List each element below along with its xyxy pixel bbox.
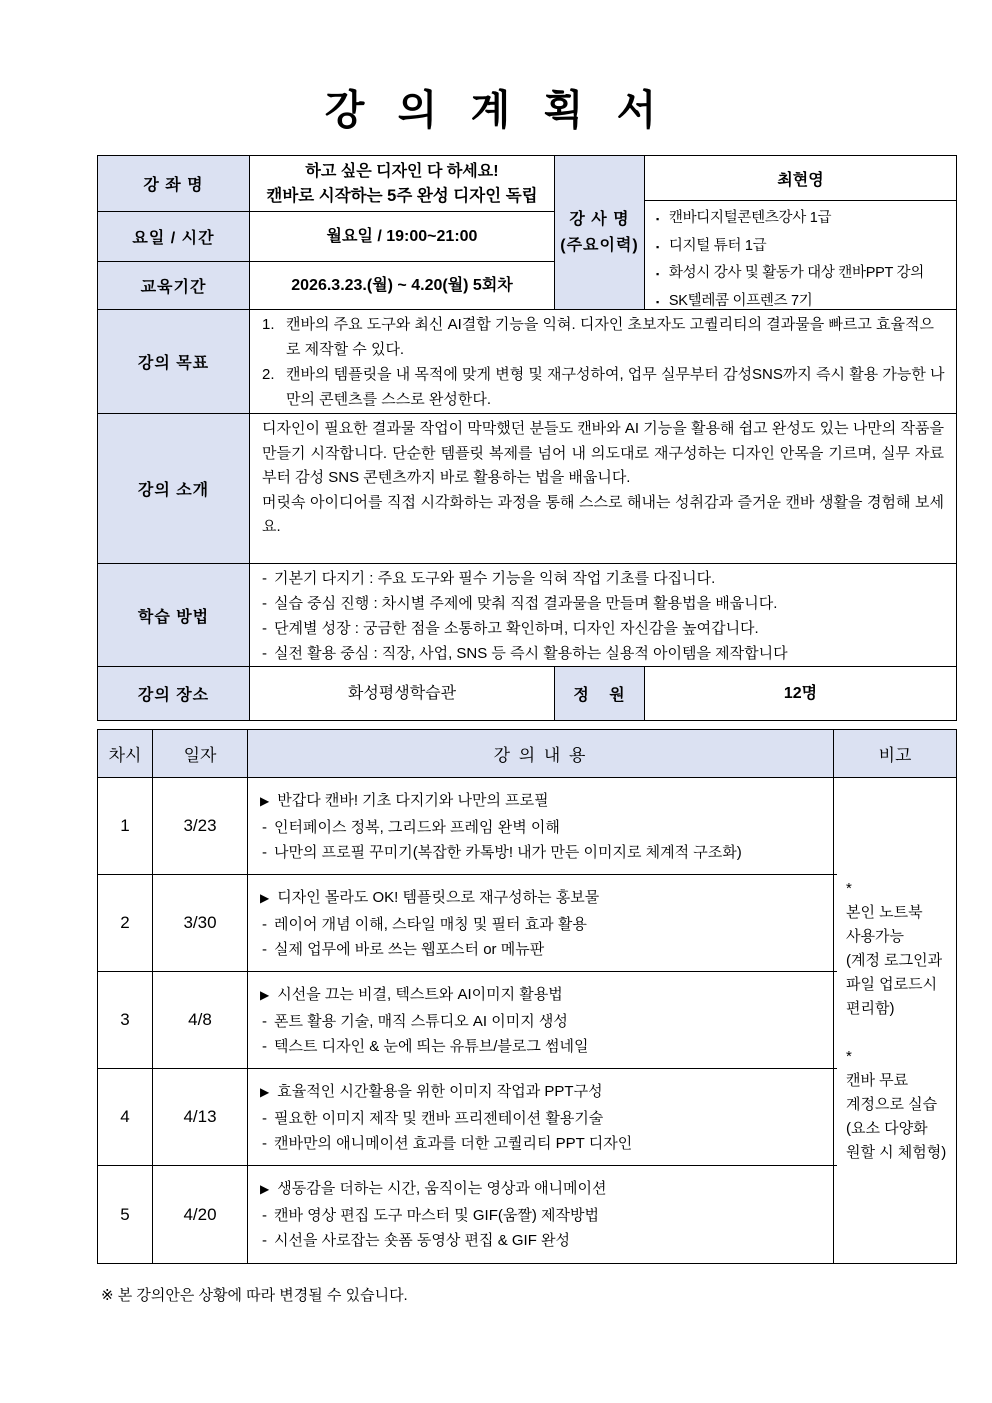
session-item-text: 실제 업무에 바로 쓰는 웹포스터 or 메뉴판 [274, 941, 545, 958]
schedule-body [98, 778, 956, 1263]
square-bullet-icon: ▪ [656, 296, 659, 307]
session-item-line [260, 1034, 827, 1060]
square-bullet-icon: ▪ [656, 269, 659, 279]
arrow-right-icon: ▶ [260, 794, 270, 808]
session-items [260, 912, 827, 963]
session-items [260, 815, 827, 866]
instructor-history-item [651, 205, 952, 233]
goal-number: 2. [262, 366, 275, 383]
remark-cell [837, 778, 956, 1263]
method-item [260, 591, 946, 616]
session-title: 디자인 몰라도 OK! 템플릿으로 재구성하는 홍보물 [277, 889, 600, 906]
course-name-value [250, 156, 555, 212]
method-text: 실습 중심 진행 : 차시별 주제에 맞춰 직접 결과물을 만들며 활용법을 배웁니다. [274, 595, 778, 612]
course-name-line2: 캔바로 시작하는 5주 완성 디자인 독립 [266, 186, 538, 205]
instructor-history-item [651, 260, 952, 288]
method-text: 실전 활용 중심 : 직장, 사업, SNS 등 즉시 활용하는 실용적 아이템을 제작합니다 [274, 645, 788, 662]
remark-line: 사용가능 [846, 927, 904, 945]
session-number: 4 [98, 1069, 153, 1165]
schedule-row [98, 1166, 837, 1263]
dash-bullet: - [262, 570, 267, 587]
schedule-row [98, 972, 837, 1069]
session-title-line [260, 982, 827, 1009]
dash-bullet: - [262, 915, 267, 933]
session-item-text: 나만의 프로필 꾸미기(복잡한 카톡방! 내가 만든 이미지로 체계적 구조화) [274, 844, 742, 861]
intro-label: 강의 소개 [98, 414, 250, 564]
instructor-history-text: SK텔레콤 이프렌즈 7기 [668, 292, 813, 309]
session-date: 4/8 [153, 972, 248, 1068]
remark-line: (요소 다양화 [846, 1119, 928, 1137]
session-item-line [260, 1106, 827, 1132]
session-content [248, 972, 834, 1068]
session-number: 5 [98, 1166, 153, 1263]
session-number: 2 [98, 875, 153, 971]
method-item [260, 566, 946, 591]
day-time-label: 요일 / 시간 [98, 212, 250, 262]
remark-line: 파일 업로드시 [846, 975, 938, 993]
schedule-row [98, 875, 837, 972]
instructor-label [555, 156, 645, 310]
session-title-line [260, 885, 827, 912]
session-number: 3 [98, 972, 153, 1068]
session-item-line [260, 937, 827, 963]
session-content [248, 875, 834, 971]
goal-item [262, 312, 946, 362]
dash-bullet: - [262, 1135, 267, 1152]
session-item-text: 캔바 영상 편집 도구 마스터 및 GIF(움짤) 제작방법 [274, 1206, 599, 1224]
session-content [248, 778, 834, 874]
session-date: 3/23 [153, 778, 248, 874]
capacity-value: 12명 [783, 685, 818, 702]
session-items [260, 1203, 827, 1254]
schedule-row [98, 778, 837, 875]
remark-line: * [846, 1047, 852, 1065]
header-note: 비고 [878, 746, 912, 765]
lecture-plan-sheet [97, 155, 957, 1305]
session-item-line [260, 1203, 827, 1229]
session-item-text: 인터페이스 정복, 그리드와 프레임 완벽 이해 [274, 818, 560, 836]
remark-line: 원할 시 체험형) [846, 1143, 947, 1161]
schedule-header-row [98, 730, 956, 778]
dash-bullet: - [262, 941, 267, 958]
session-item-line [260, 1228, 827, 1254]
goal-content [250, 310, 956, 414]
session-title-line [260, 1079, 827, 1106]
instructor-history-text: 화성시 강사 및 활동가 대상 캔바PPT 강의 [668, 265, 924, 281]
session-item-line [260, 912, 827, 938]
session-title: 생동감을 더하는 시간, 움직이는 영상과 애니메이션 [277, 1180, 607, 1197]
session-item-text: 필요한 이미지 제작 및 캔바 프리젠테이션 활용기술 [274, 1109, 604, 1127]
dash-bullet: - [262, 1012, 267, 1030]
goal-number: 1. [262, 316, 275, 333]
session-item-text: 텍스트 디자인 & 눈에 띄는 유튜브/블로그 썸네일 [274, 1038, 589, 1055]
remark-line: (계정 로그인과 [846, 951, 943, 969]
schedule-row [98, 1069, 837, 1166]
method-text: 기본기 다지기 : 주요 도구와 필수 기능을 익혀 작업 기초를 다집니다. [274, 570, 716, 587]
schedule-table [97, 729, 957, 1264]
dash-bullet: - [262, 844, 267, 861]
course-name-line1: 하고 싶은 디자인 다 하세요! [305, 162, 499, 180]
arrow-right-icon: ▶ [260, 1182, 270, 1196]
session-item-text: 레이어 개념 이해, 스타일 매칭 및 필터 효과 활용 [274, 915, 587, 933]
header-session: 차시 [98, 730, 153, 777]
instructor-box [645, 156, 956, 310]
intro-content [250, 414, 956, 564]
course-name-label: 강 좌 명 [98, 156, 250, 212]
dash-bullet: - [262, 1206, 267, 1224]
instructor-history-text: 디지털 튜터 1급 [668, 237, 767, 254]
session-item-text: 시선을 사로잡는 숏폼 동영상 편집 & GIF 완성 [274, 1232, 571, 1249]
session-date: 3/30 [153, 875, 248, 971]
place-value: 화성평생학습관 [250, 667, 555, 720]
course-info-table [97, 155, 957, 721]
square-bullet-icon: ▪ [656, 214, 659, 224]
session-items [260, 1009, 827, 1060]
instructor-history-item [651, 233, 952, 261]
instructor-label-line2: (주요이력) [560, 236, 639, 254]
method-label: 학습 방법 [98, 564, 250, 667]
session-title: 시선을 끄는 비결, 텍스트와 AI이미지 활용법 [277, 986, 563, 1003]
dash-bullet: - [262, 1109, 267, 1127]
session-title: 효율적인 시간활용을 위한 이미지 작업과 PPT구성 [277, 1083, 603, 1100]
goal-text: 캔바의 템플릿을 내 목적에 맞게 변형 및 재구성하여, 업무 실무부터 감성SNS까지 즉시 활용 가능한 나만의 콘텐츠를 스스로 완성한다. [286, 366, 945, 408]
intro-paragraph: 머릿속 아이디어를 직접 시각화하는 과정을 통해 스스로 해내는 성취감과 즐거운 캔바 생활을 경험해 보세요. [262, 493, 944, 535]
goal-text: 캔바의 주요 도구와 최신 AI결합 기능을 익혀. 디자인 초보자도 고퀄리티의 결과물을 빠르고 효율적으로 제작할 수 있다. [286, 316, 934, 358]
goal-label: 강의 목표 [98, 310, 250, 414]
instructor-history-list [645, 201, 956, 310]
session-title-line [260, 788, 827, 815]
session-title: 반갑다 캔바! 기초 다지기와 나만의 프로필 [277, 792, 549, 809]
dash-bullet: - [262, 595, 267, 612]
arrow-right-icon: ▶ [260, 1085, 270, 1099]
instructor-label-line1: 강 사 명 [569, 210, 630, 228]
session-date: 4/13 [153, 1069, 248, 1165]
goal-item [262, 362, 946, 412]
session-item-line [260, 1131, 827, 1157]
place-label: 강의 장소 [98, 667, 250, 720]
capacity-label: 정 원 [555, 667, 645, 720]
session-item-text: 캔바만의 애니메이션 효과를 더한 고퀄리티 PPT 디자인 [274, 1135, 633, 1152]
method-item [260, 641, 946, 666]
session-date: 4/20 [153, 1166, 248, 1263]
arrow-right-icon: ▶ [260, 891, 270, 905]
arrow-right-icon: ▶ [260, 988, 270, 1002]
session-number: 1 [98, 778, 153, 874]
header-date: 일자 [153, 730, 248, 777]
instructor-history-text: 캔바디지털콘텐츠강사 1급 [668, 210, 832, 226]
remark-line: 계정으로 실습 [846, 1095, 938, 1113]
session-content [248, 1069, 834, 1165]
session-item-line [260, 815, 827, 841]
schedule-rows [98, 778, 837, 1263]
remark-line: * [846, 879, 852, 897]
instructor-name: 최현영 [645, 156, 956, 201]
remark-line: 캔바 무료 [846, 1071, 909, 1089]
period-value: 2026.3.23.(월) ~ 4.20(월) 5회차 [250, 262, 555, 310]
session-items [260, 1106, 827, 1157]
remark-line: 편리함) [846, 999, 895, 1017]
footer-note: ※ 본 강의안은 상황에 따라 변경될 수 있습니다. [101, 1287, 408, 1304]
method-content [250, 564, 956, 667]
method-text: 단계별 성장 : 궁금한 점을 소통하고 확인하며, 디자인 자신감을 높여갑니다. [274, 620, 759, 637]
session-title-line [260, 1176, 827, 1203]
dash-bullet: - [262, 1232, 267, 1249]
dash-bullet: - [262, 645, 267, 662]
dash-bullet: - [262, 1038, 267, 1055]
session-content [248, 1166, 834, 1263]
dash-bullet: - [262, 620, 267, 637]
page-title: 강 의 계 획 서 [324, 87, 668, 133]
square-bullet-icon: ▪ [656, 241, 659, 252]
header-content: 강 의 내 용 [248, 730, 834, 777]
session-item-line [260, 1009, 827, 1035]
session-item-line [260, 840, 827, 866]
intro-paragraph: 디자인이 필요한 결과물 작업이 막막했던 분들도 캔바와 AI 기능을 활용해 쉽고 완성도 있는 나만의 작품을 만들기 시작합니다. 단순한 템플릿 복제를 넘어 내 의도대로 재구성하는 디자인 안목을 기르며, 실무 자료부터 감성 SNS 콘텐츠까지 바로 활용하는 법을 배웁니다. [262, 420, 944, 486]
instructor-history-item [651, 288, 952, 311]
session-item-text: 폰트 활용 기술, 매직 스튜디오 AI 이미지 생성 [274, 1012, 568, 1030]
remark-line: 본인 노트북 [846, 903, 923, 921]
method-item [260, 616, 946, 641]
day-time-value: 월요일 / 19:00~21:00 [250, 212, 555, 262]
period-label: 교육기간 [98, 262, 250, 310]
remark-line [846, 1021, 954, 1045]
dash-bullet: - [262, 818, 267, 836]
